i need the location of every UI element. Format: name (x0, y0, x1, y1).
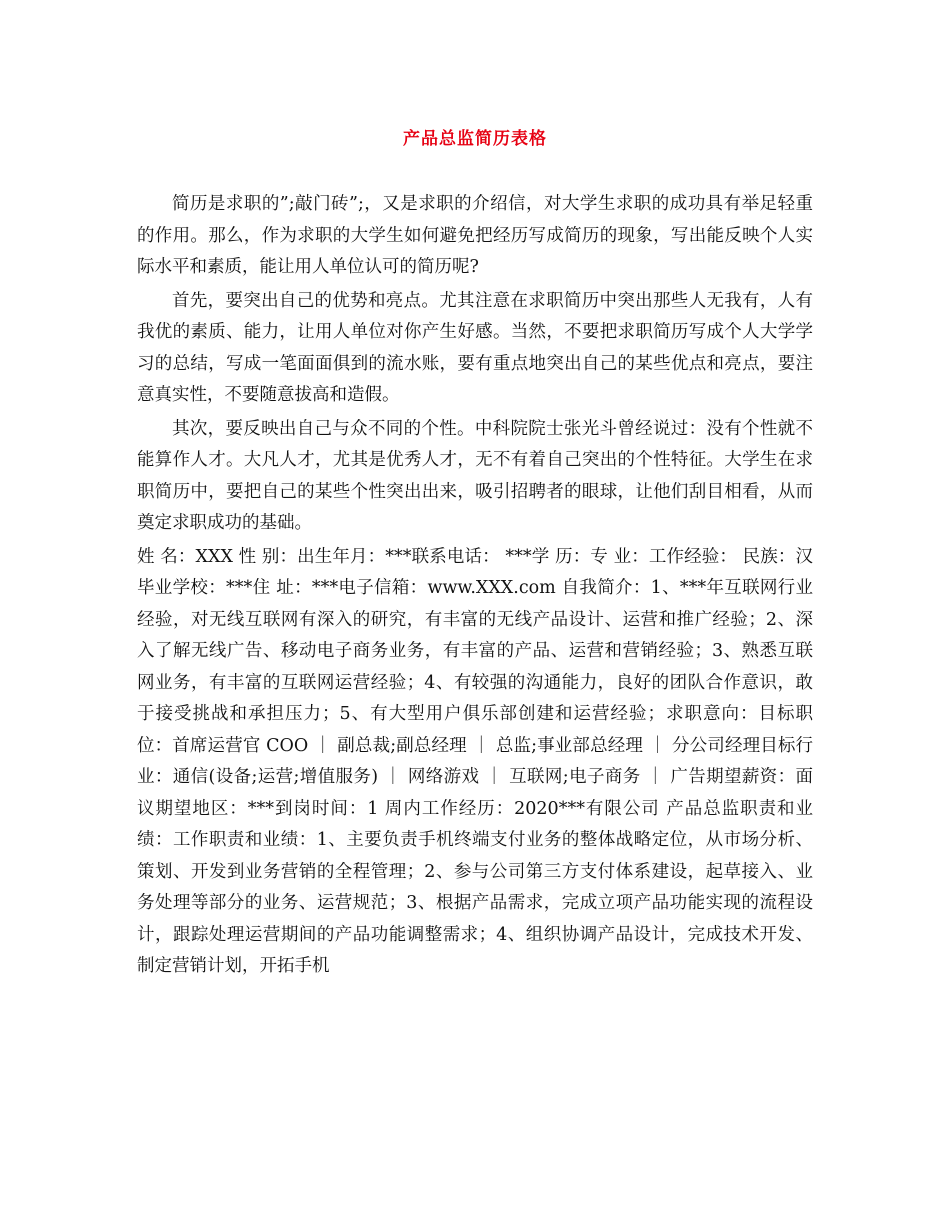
intro-paragraph: 简历是求职的”;敲门砖”;，又是求职的介绍信，对大学生求职的成功具有举足轻重的作用。那么，作为求职的大学生如何避免把经历写成简历的现象，写出能反映个人实际水平和素质，能让用人单位认可的简历呢? (137, 194, 813, 277)
first-advice-paragraph: 首先，要突出自己的优势和亮点。尤其注意在求职简历中突出那些人无我有，人有我优的素质、能力，让用人单位对你产生好感。当然，不要把求职简历写成个人大学学习的总结，写成一笔面面俱到的流水账，要有重点地突出自己的某些优点和亮点，要注意真实性，不要随意拔高和造假。 (137, 290, 813, 405)
document-title: 产品总监简历表格 (403, 129, 547, 149)
second-advice-paragraph: 其次，要反映出自己与众不同的个性。中科院院士张光斗曾经说过：没有个性就不能算作人才。大凡人才，尤其是优秀人才，无不有着自己突出的个性特征。大学生在求职简历中，要把自己的某些个性突出出来，吸引招聘者的眼球，让他们刮目相看，从而奠定求职成功的基础。 (137, 418, 813, 533)
resume-details-paragraph: 姓 名：XXX 性 别：出生年月：***联系电话： ***学 历：专 业：工作经验： 民族：汉毕业学校：***住 址：***电子信箱：www.XXX.com 自我简介：1、***年互联网行业经验，对无线互联网有深入的研究，有丰富的无线产品设计、运营和推广经验；2、深入了解无线广告、移动电子商务业务，有丰富的产品、运营和营销经验；3、熟悉互联网业务，有丰富的互联网运营经验；4、有较强的沟通能力，良好的团队合作意识，敢于接受挑战和承担压力；5、有大型用户俱乐部创建和运营经验；求职意向：目标职位：首席运营官 COO ｜ 副总裁;副总经理 ｜ 总监;事业部总经理 ｜ 分公司经理目标行业：通信(设备;运营;增值服务) ｜ 网络游戏 ｜ 互联网;电子商务 ｜ 广告期望薪资：面议期望地区：***到岗时间：1 周内工作经历：2020***有限公司 产品总监职责和业绩：工作职责和业绩：1、主要负责手机终端支付业务的整体战略定位，从市场分析、策划、开发到业务营销的全程管理；2、参与公司第三方支付体系建设，起草接入、业务处理等部分的业务、运营规范；3、根据产品需求，完成立项产品功能实现的流程设计，跟踪处理运营期间的产品功能调整需求；4、组织协调产品设计，完成技术开发、制定营销计划，开拓手机 (137, 546, 813, 976)
document-body (137, 189, 813, 983)
